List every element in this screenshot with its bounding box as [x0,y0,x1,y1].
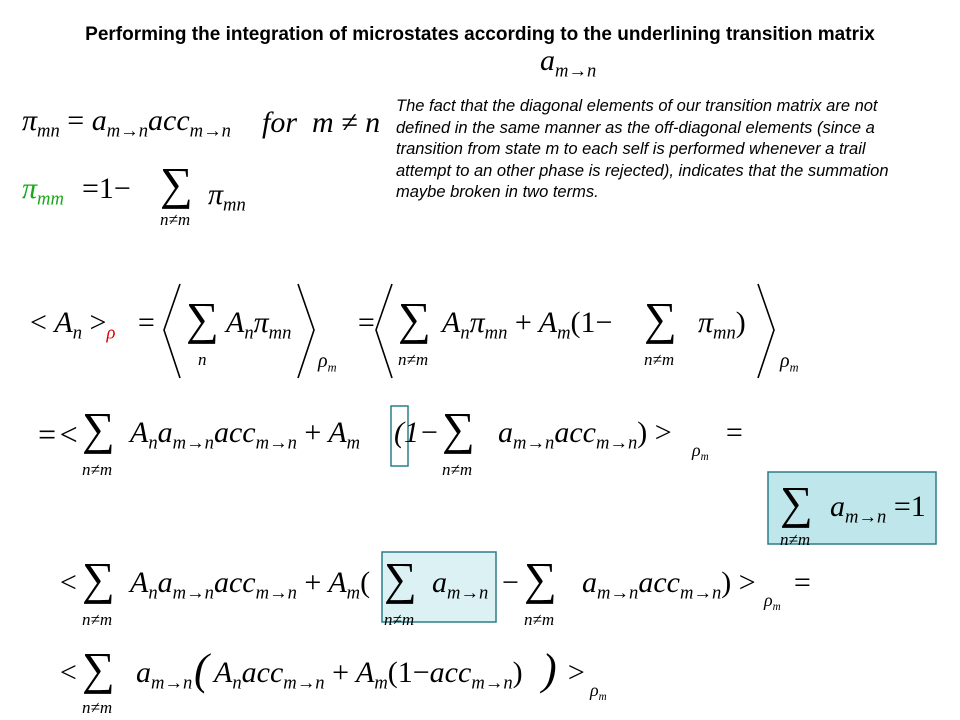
equals-1: = [136,306,157,339]
sum-7-index: n≠m [82,610,113,629]
row4-big-open: ( [194,645,209,694]
rho-m-2: $\rho_m$ [780,350,799,375]
sum-7: ∑ [82,553,115,604]
sum-8: ∑ [384,553,417,604]
lt-row3: < [58,566,79,599]
sum-3: ∑ [644,293,677,344]
off-diagonal-equation: $\pi_{mn} = a_{m\to n}acc_{m\to n}$ [22,104,231,142]
explanation-text: The fact that the diagonal elements of our transition matrix are not defined in the same manner as the off-diagonal elements (since a transition from state m to each self is performed whenever a trail attempt to an other phase is rejected), indicates that the summation maybe broken in two terms. [396,97,889,201]
angle-bracket-close-2 [758,284,774,378]
row2-second-term: $a_{m\to n}acc_{m\to n}$) > [498,416,672,454]
pi-mn-term: $\pi_{mn}$ [208,178,246,216]
angle-bracket-open-2 [376,284,392,378]
sum-9-index: n≠m [524,610,555,629]
row3-a-term: $a_{m\to n}$ [432,566,489,604]
page-title: Performing the integration of microstates according to the underlining transition matrix [85,24,875,45]
minus-row3: − [500,566,521,599]
sum-9: ∑ [524,553,557,604]
row3-last-term: $a_{m\to n}acc_{m\to n}$) > [582,566,756,604]
sum-1-index: n [198,350,207,369]
sum-4-index: n≠m [82,460,113,479]
row4-big-close: ) [542,645,557,694]
condition-label: for m ≠ n [262,106,381,139]
eq-lt-row2: =< [36,416,80,452]
rho-m-1: $\rho_m$ [318,350,337,375]
equals-row3: = [792,566,813,599]
sum-2-index: n≠m [398,350,429,369]
avg-A-n: < $A_n >_\rho$ [30,306,116,344]
rho-m-4: $\rho_m$ [764,590,781,613]
sum-3-index: n≠m [644,350,675,369]
a-m-to-n-symbol: $a_{m\to n}$ [540,44,597,82]
rho-m-5: $\rho_m$ [590,680,607,703]
equals-row2: = [724,416,745,449]
row2-first-term: $A_na_{m\to n}acc_{m\to n} + A_m$ [130,416,361,454]
normalization-identity: $a_{m\to n} =1$ [830,490,926,528]
sum-1: ∑ [186,293,219,344]
row1-terms: $A_n\pi_{mn} + A_m(1-$ [442,306,613,344]
gt-row4: > [566,656,587,689]
sum-5-index: n≠m [442,460,473,479]
sum-5: ∑ [442,403,475,454]
sum-6: ∑ [780,477,813,528]
diagonal-pi: $\pi_{mm}$ [22,172,64,210]
equals-2: = [356,306,377,339]
sum-6-index: n≠m [780,530,811,549]
row4-a-term: $a_{m\to n}$ [136,656,193,694]
sum-10: ∑ [82,643,115,694]
rho-m-3: $\rho_m$ [692,440,709,463]
sum-index: n≠m [160,210,191,229]
angle-bracket-open-1 [164,284,180,378]
sum-8-index: n≠m [384,610,415,629]
sum-2: ∑ [398,293,431,344]
diagonal-equation: =1− [82,172,131,205]
angle-bracket-close-1 [298,284,314,378]
A-n-pi-mn: $A_n\pi_{mn}$ [226,306,292,344]
pi-mn-close: $\pi_{mn}$) [698,306,746,344]
sum-10-index: n≠m [82,698,113,717]
row4-inner: $A_nacc_{m\to n} + A_m(1-acc_{m\to n})$ [214,656,523,694]
lt-row4: < [58,656,79,689]
sum-symbol: ∑ [160,158,193,209]
sum-4: ∑ [82,403,115,454]
row2-open: (1− [394,416,440,449]
row3-first-term: $A_na_{m\to n}acc_{m\to n} + A_m$( [130,566,371,604]
